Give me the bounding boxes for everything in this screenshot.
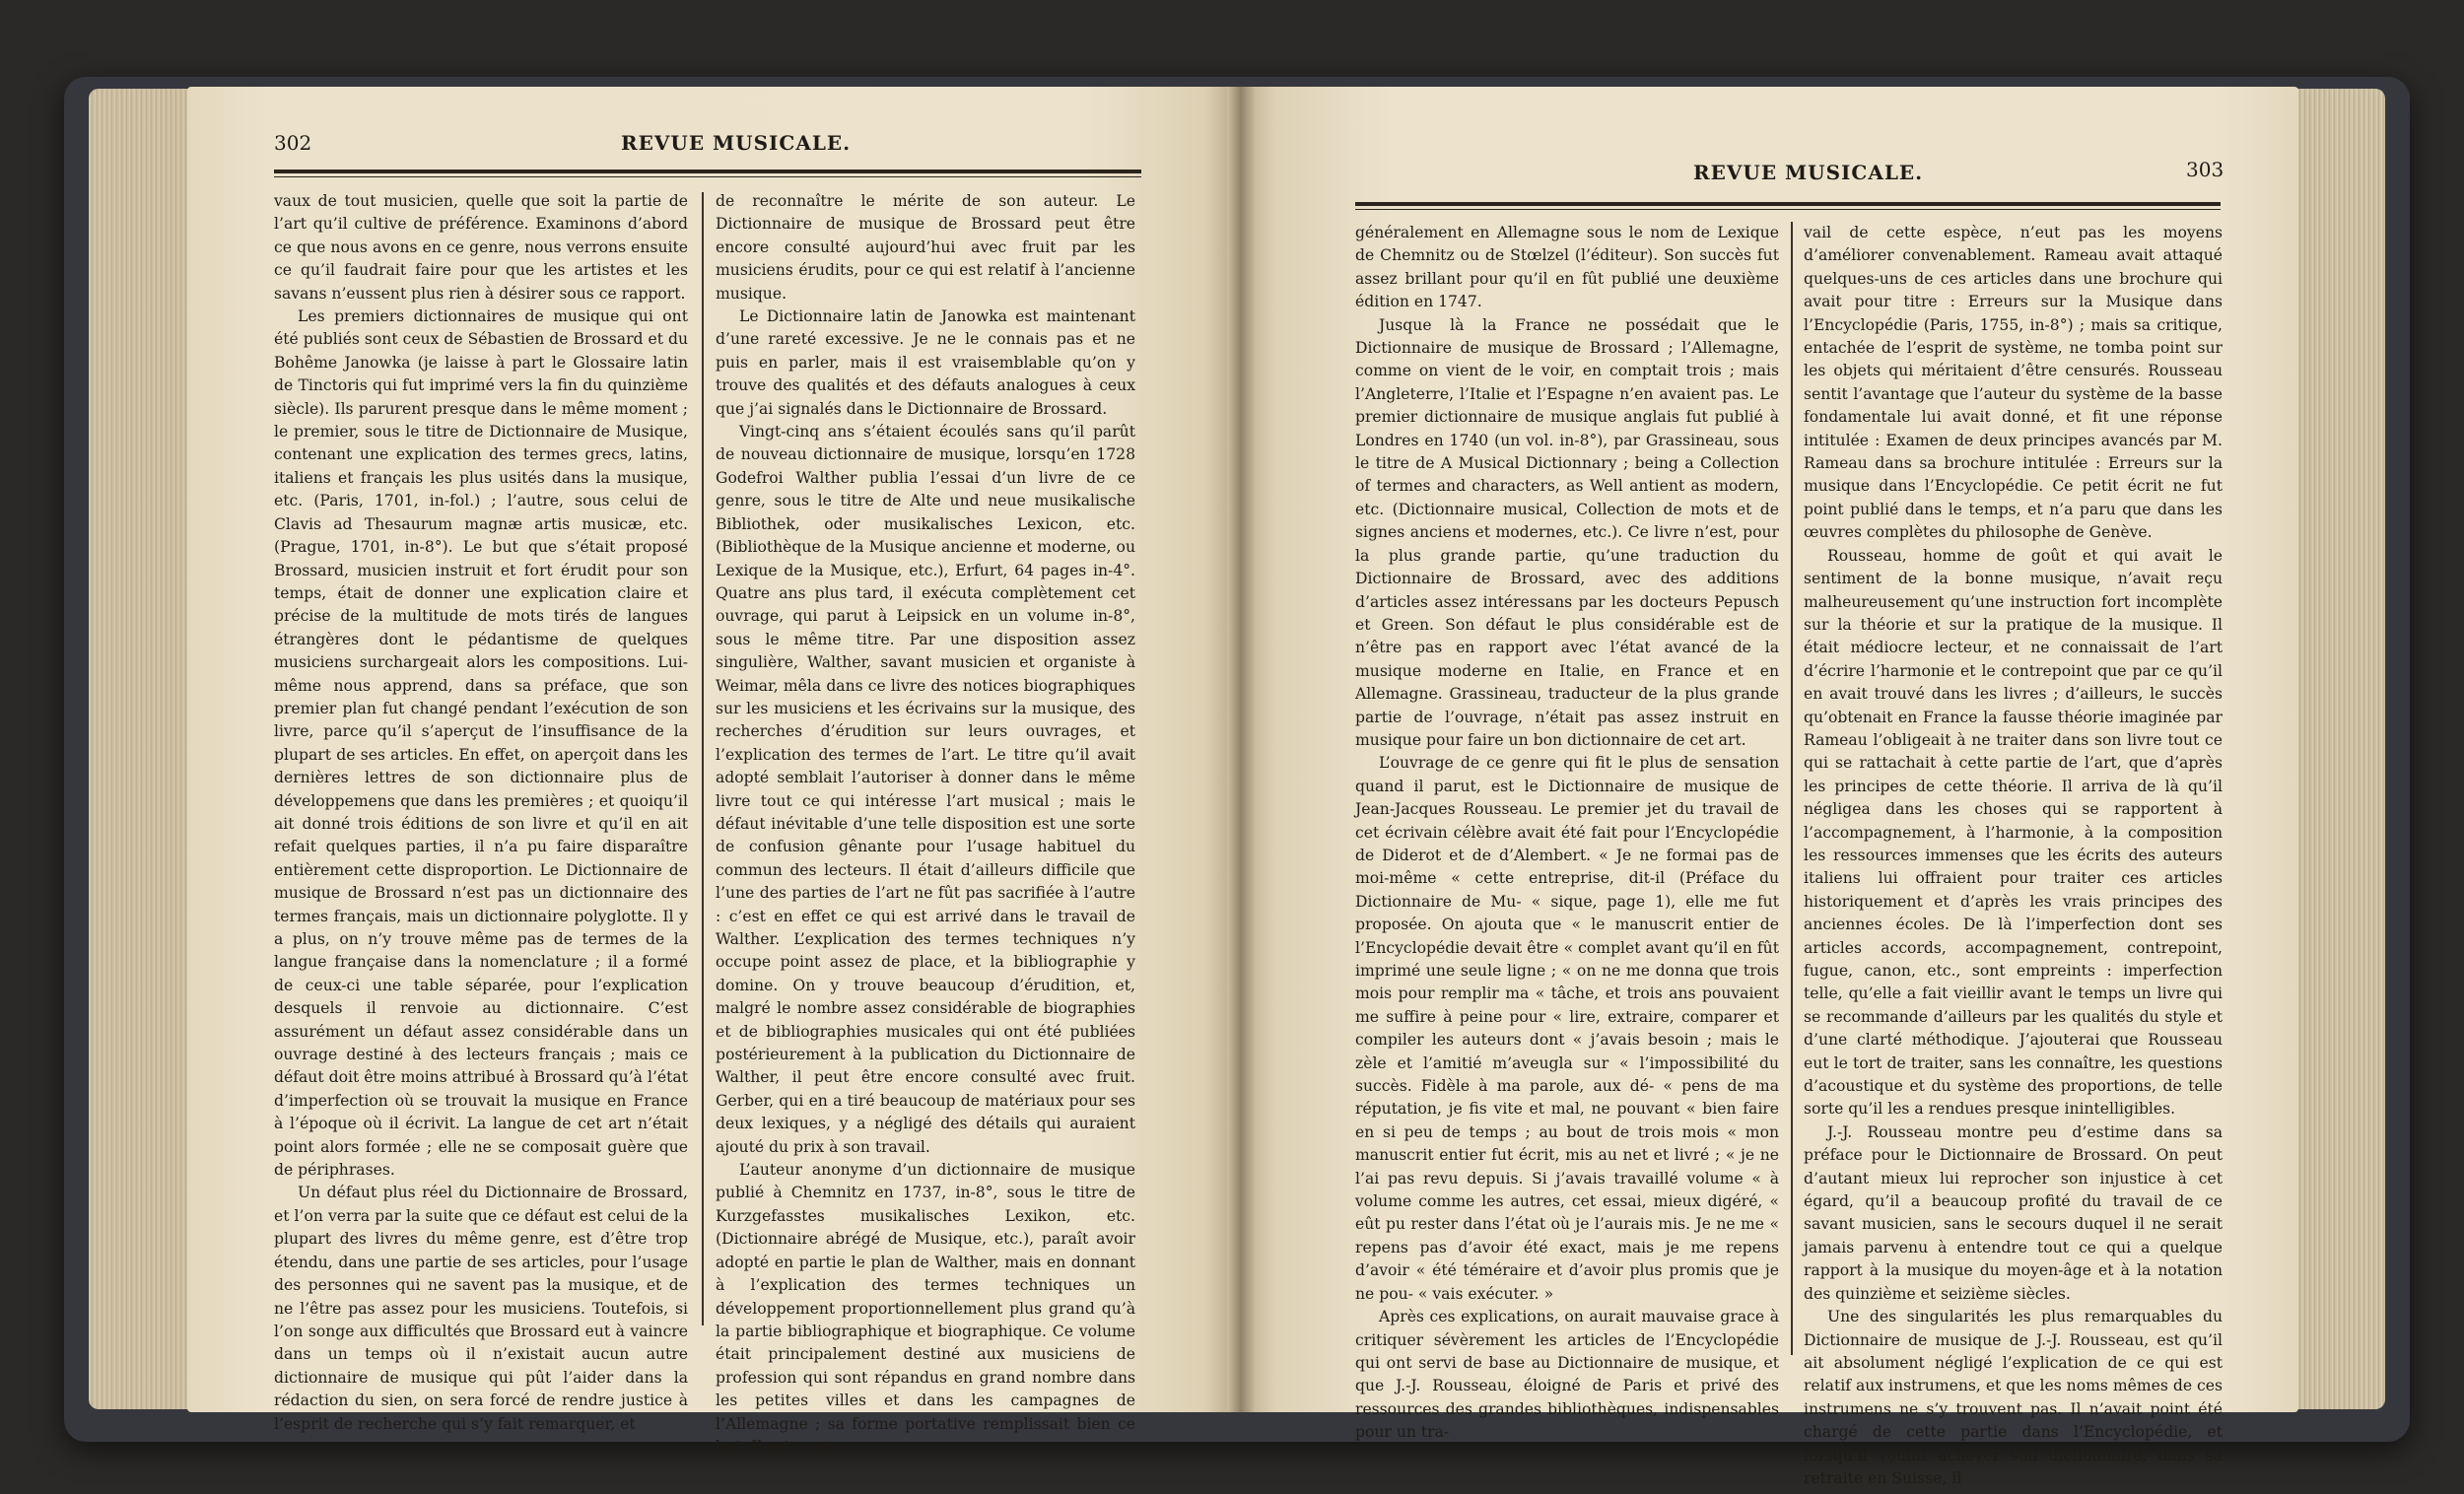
right-header-rule — [1355, 202, 2221, 206]
paragraph: Vingt-cinq ans s’étaient écoulés sans qu’il parût de nouveau dictionnaire de musique, lorsqu’en 1728 Godefroi Walther publia l’essai d’un livre de ce genre, sous le titre de Alte und neue musikalische Bibliothek, oder musikalisches Lexicon, etc. (Bibliothèque de la Musique ancienne et moderne, ou Lexique de la Musique, etc.), Erfurt, 64 pages in-4°. Quatre ans plus tard, il exécuta complètement cet ouvrage, qui parut à Leipsick en un volume in-8°, sous le même titre. Par une disposition assez singulière, Walther, savant musicien et organiste à Weimar, mêla dans ce livre des notices biographiques sur les musiciens et les écrivains sur la musique, des recherches d’érudition sur leurs ouvrages, et l’explication des termes de l’art. Le titre qu’il avait adopté semblait l’autoriser à donner dans le même livre tout ce qui intéresse l’art musical ; mais le défaut inévitable d’une telle disposition est une sorte de confusion gênante pour l’usage habituel du commun des lecteurs. Il était d’ailleurs difficile que l’une des parties de l’art ne fût pas sacrifiée à l’autre : c’est en effet ce qui est arrivé dans le travail de Walther. L’explication des termes techniques n’y occupe point assez de place, et la bibliographie y domine. On y trouve beaucoup d’érudition, et, malgré le nombre assez considérable de biographies et de bibliographies musicales qui ont été publiées postérieurement à la publication du Dictionnaire de Walther, il peut être encore consulté avec fruit. Gerber, qui en a tiré beaucoup de matériaux pour ses deux lexiques, y a négligé des détails qui auraient ajouté du prix à son travail. — [716, 423, 1135, 1156]
paragraph: généralement en Allemagne sous le nom de Lexique de Chemnitz ou de Stœlzel (l’éditeur). Son succès fut assez brillant pour qu’il en fût publié une deuxième édition en 1747. — [1355, 224, 1779, 311]
page-edges-left — [89, 89, 202, 1409]
left-header-rule-thin — [274, 176, 1141, 177]
paragraph: Un défaut plus réel du Dictionnaire de Brossard, et l’on verra par la suite que ce défaut est celui de la plupart des livres du même genre, est d’être trop étendu, dans une partie de ses articles, pour l’usage des personnes qui ne savent pas la musique, et de ne l’être pas assez pour les musiciens. Toutefois, si l’on songe aux difficultés que Brossard eut à vaincre dans un temps où il n’existait aucun autre dictionnaire de musique qui pût l’aider dans la rédaction du sien, on sera forcé de rendre justice à l’esprit de recherche qui s’y fait remarquer, et — [274, 1184, 688, 1433]
paragraph: Les premiers dictionnaires de musique qui ont été publiés sont ceux de Sébastien de Brossard et du Bohême Janowka (je laisse à part le Glossaire latin de Tinctoris qui fut imprimé vers la fin du quinzième siècle). Ils parurent presque dans le même moment ; le premier, sous le titre de Dictionnaire de Musique, contenant une explication des termes grecs, latins, italiens et français les plus usités dans la musique, etc. (Paris, 1701, in-fol.) ; l’autre, sous celui de Clavis ad Thesaurum magnæ artis musicæ, etc. (Prague, 1701, in-8°). Le but que s’était proposé Brossard, musicien instruit et fort érudit pour son temps, était de donner une explication claire et précise de la multitude de mots tirés de langues étrangères dont le pédantisme de quelques musiciens surchargeait alors les compositions. Lui-même nous apprend, dans sa préface, que son premier plan fut changé pendant l’exécution de son livre, parce qu’il s’aperçut de l’insuffisance de la plupart de ses articles. En effet, on aperçoit dans les dernières lettres de son dictionnaire plus de développemens que dans les premières ; et quoiqu’il ait donné trois éditions de son livre et qu’il en ait refait quelques parties, il n’a pu faire disparaître entièrement cette disproportion. Le Dictionnaire de musique de Brossard n’est pas un dictionnaire des termes français, mais un dictionnaire polyglotte. Il y a plus, on n’y trouve même pas de termes de la langue française dans la nomenclature ; il a formé de ceux-ci une table séparée, pour l’explication desquels il renvoie au dictionnaire. C’est assurément un défaut assez considérable dans un ouvrage destiné à des lecteurs français ; mais ce défaut doit être moins attribué à Brossard qu’à l’état d’imperfection où se trouvait la musique en France à l’époque où il écrivit. La langue de cet art n’était point alors formée ; elle ne se composait guère que de périphrases. — [274, 307, 688, 1180]
paragraph: de reconnaître le mérite de son auteur. Le Dictionnaire de musique de Brossard peut être encore consulté aujourd’hui avec fruit par les musiciens érudits, pour ce qui est relatif à l’ancienne musique. — [716, 192, 1135, 303]
right-folio: 303 — [2186, 158, 2224, 181]
paragraph: Rousseau, homme de goût et qui avait le sentiment de la bonne musique, n’avait reçu malheureusement qu’une instruction fort incomplète sur la théorie et sur la pratique de la musique. Il était médiocre lecteur, et ne connaissait de l’art d’écrire l’harmonie et le contrepoint que par ce qu’il en avait trouvé dans les livres ; d’ailleurs, le succès qu’obtenait en France la fausse théorie imaginée par Rameau l’obligeait à ne traiter dans son livre tout ce qui se rattachait à cette partie de l’art, que d’après les principes de cette théorie. Il arriva de là qu’il négligea dans les choses qui se rapportent à l’accompagnement, à l’harmonie, à la composition les ressources immenses que les écrits des auteurs italiens lui offraient pour traiter ces articles historiquement et d’après les vrais principes des anciennes écoles. De là l’imperfection dont ses articles accords, accompagnement, contrepoint, fugue, canon, etc., sont empreints : imperfection telle, qu’elle a fait vieillir avant le temps un livre qui se recommande d’ailleurs par les qualités du style et d’une clarté méthodique. J’ajouterai que Rousseau eut le tort de traiter, sans les connaître, les questions d’acoustique et du système des proportions, de telle sorte qu’il les a rendues presque inintelligibles. — [1804, 546, 2223, 1119]
gutter — [1227, 87, 1255, 1412]
paragraph: vaux de tout musicien, quelle que soit la partie de l’art qu’il cultive de préférence. Examinons d’abord ce que nous avons en ce genre, nous verrons ensuite ce qu’il faudrait faire pour que les artistes et les savans n’eussent plus rien à désirer sous ce rapport. — [274, 192, 688, 303]
left-folio: 302 — [274, 131, 312, 155]
left-column-divider — [702, 192, 704, 1325]
paragraph: Après ces explications, on aurait mauvaise grace à critiquer sévèrement les articles de l’Encyclopédie qui ont servi de base au Dictionnaire de musique, et que J.-J. Rousseau, éloigné de Paris et privé des ressources des grandes bibliothèques, indispensables pour un tra- — [1355, 1308, 1779, 1442]
paragraph: L’auteur anonyme d’un dictionnaire de musique publié à Chemnitz en 1737, in-8°, sous le titre de Kurzgefasstes musikalisches Lexikon, etc. (Dictionnaire abrégé de Musique, etc.), paraît avoir adopté en partie le plan de Walther, mais en donnant à l’explication des termes techniques un développement proportionnellement plus grand qu’à la partie bibliographique et biographique. Ce volume était principalement destiné aux musiciens de profession qui sont répandus en grand nombre dans les petites villes et dans les campagnes de l’Allemagne ; sa forme portative remplissait bien ce but. Il est connu — [716, 1161, 1135, 1456]
page-edges-right — [2292, 89, 2385, 1409]
left-column-2 — [716, 190, 1135, 1459]
right-column-2 — [1804, 222, 2223, 1490]
paragraph: Jusque là la France ne possédait que le Dictionnaire de musique de Brossard ; l’Allemagne, comme on vient de le voir, en comptait trois ; mais l’Angleterre, l’Italie et l’Espagne n’en avaient pas. Le premier dictionnaire de musique anglais fut publié à Londres en 1740 (un vol. in-8°), par Grassineau, sous le titre de A Musical Dictionnary ; being a Collection of termes and characters, as Well antient as modern, etc. (Dictionnaire musical, Collection de mots et de signes anciens et modernes, etc.). Ce livre n’est, pour la plus grande partie, qu’une traduction du Dictionnaire de Brossard, avec des additions d’articles assez intéressans par les docteurs Pepusch et Green. Son défaut le plus considérable est de n’être pas en rapport avec l’état avancé de la musique moderne en Italie, en France et en Allemagne. Grassineau, traducteur de la plus grande partie de l’ouvrage, n’était pas assez instruit en musique pour faire un bon dictionnaire de cet art. — [1355, 315, 1779, 749]
left-column-1 — [274, 190, 688, 1436]
right-header-rule-thin — [1355, 209, 2221, 210]
left-running-head: REVUE MUSICALE. — [621, 131, 852, 155]
paragraph: J.-J. Rousseau montre peu d’estime dans sa préface pour le Dictionnaire de Brossard. On peut d’autant mieux lui reprocher son injustice à cet égard, qu’il a beaucoup profité du travail de ce savant musicien, sans le secours duquel il ne serait jamais parvenu à entendre tout ce qui a quelque rapport à la musique du moyen-âge et à la notation des quinzième et seizième siècles. — [1804, 1122, 2223, 1303]
paragraph: Le Dictionnaire latin de Janowka est maintenant d’une rareté excessive. Je ne le connais pas et ne puis en parler, mais il est vraisemblable qu’on y trouve des qualités et des défauts analogues à ceux que j’ai signalés dans le Dictionnaire de Brossard. — [716, 307, 1135, 418]
paragraph: vail de cette espèce, n’eut pas les moyens d’améliorer convenablement. Rameau avait attaqué quelques-uns de ces articles dans une brochure qui avait pour titre : Erreurs sur la Musique dans l’Encyclopédie (Paris, 1755, in-8°) ; mais sa critique, entachée de l’esprit de système, ne tomba point sur les objets qui méritaient d’être censurés. Rousseau sentit l’avantage que l’auteur du système de la basse fondamentale lui avait donné, et fit une réponse intitulée : Examen de deux principes avancés par M. Rameau dans sa brochure intitulée : Erreurs sur la musique dans l’Encyclopédie. Ce petit écrit ne fut point publié dans le temps, et n’a paru que dans les œuvres complètes du philosophe de Genève. — [1804, 224, 2223, 542]
paragraph: Une des singularités les plus remarquables du Dictionnaire de musique de J.-J. Rousseau, est qu’il ait absolument négligé l’explication de ce qui est relatif aux instrumens, et que les noms mêmes de ces instrumens ne s’y trouvent pas. Il n’avait point été chargé de cette partie dans l’Encyclopédie, et lorsqu’il voulut achever son dictionnaire, dans sa retraite en Suisse, il — [1804, 1308, 2223, 1487]
right-column-1 — [1355, 222, 1779, 1445]
paragraph: L’ouvrage de ce genre qui fit le plus de sensation quand il parut, est le Dictionnaire de musique de Jean-Jacques Rousseau. Le premier jet du travail de cet écrivain célèbre avait été fait pour l’Encyclopédie de Diderot et de d’Alembert. « Je ne formai pas de moi-même « cette entreprise, dit-il (Préface du Dictionnaire de Mu- « sique, page 1), elle me fut proposée. On ajouta que « le manuscrit entier de l’Encyclopédie devait être « complet avant qu’il en fût imprimé une seule ligne ; « on ne me donna que trois mois pour remplir ma « tâche, et trois ans pouvaient me suffire à peine pour « lire, extraire, comparer et compiler les auteurs dont « j’avais besoin ; mais le zèle et l’amitié m’aveugla sur « l’impossibilité du succès. Fidèle à ma parole, aux dé- « pens de ma réputation, je fis vite et mal, ne pouvant « bien faire en si peu de temps ; au bout de trois mois « mon manuscrit entier fut écrit, mis au net et livré ; « je ne l’ai pas revu depuis. Si j’avais travaillé volume « à volume comme les autres, cet essai, mieux digéré, « eût pu rester dans l’état où je l’aurais mis. Je ne me « repens pas d’avoir été exact, mais je me repens d’avoir « été téméraire et d’avoir plus promis que je ne pou- « vais exécuter. » — [1355, 754, 1779, 1303]
right-column-divider — [1791, 222, 1793, 1355]
right-running-head: REVUE MUSICALE. — [1693, 161, 1924, 184]
left-header-rule — [274, 170, 1141, 173]
